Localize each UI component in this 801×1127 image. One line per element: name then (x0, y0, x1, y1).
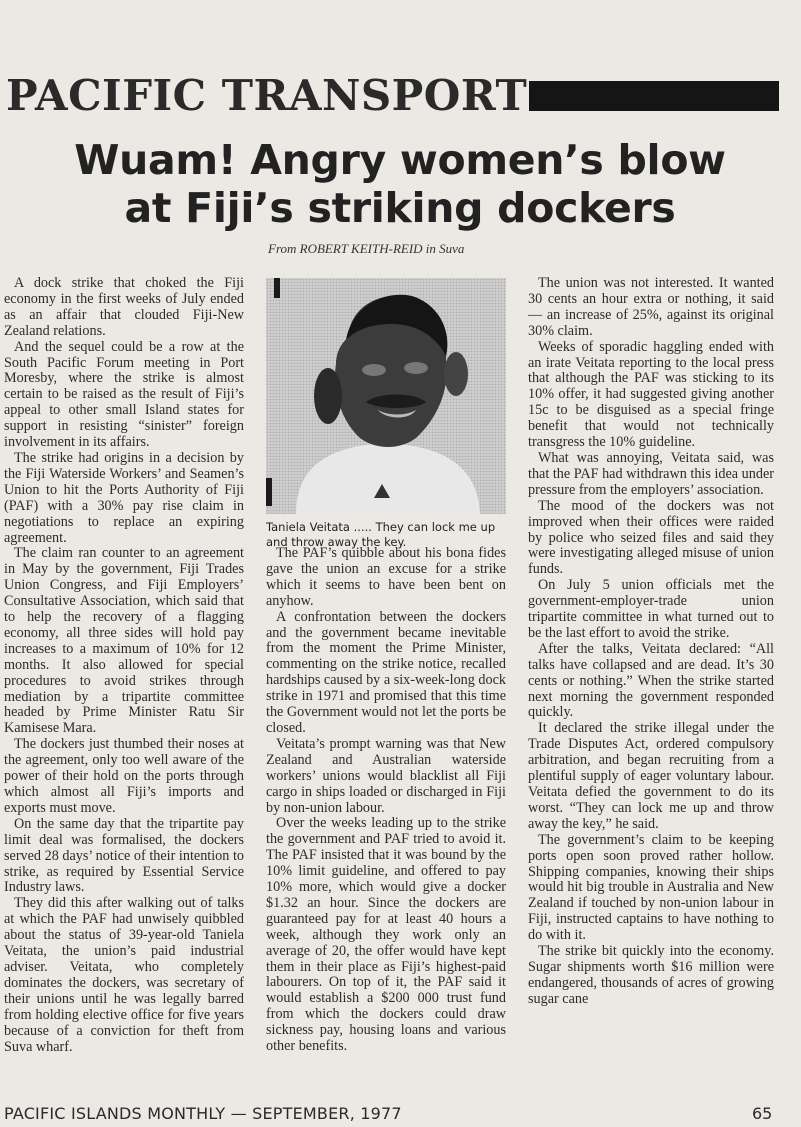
article-column-3 (528, 276, 774, 1008)
section-rule-bar (529, 81, 779, 111)
paragraph: It declared the strike illegal under the Trade Disputes Act, ordered compulsory arbitration, and began recruiting from a plentiful supply of eager voluntary labour. Veitata defied the government to do its worst. “They can lock me up and throw away the key,” he said. (528, 720, 774, 832)
paragraph: A dock strike that choked the Fiji economy in the first weeks of July ended as an affair that clouded Fiji-New Zealand relations. (4, 275, 244, 339)
paragraph: The claim ran counter to an agreement in May by the government, Fiji Trades Union Congress, and Fiji Employers’ Consultative Association, which said that to help the recovery of a flagging economy, all three sides will hold pay increases to a maximum of 10% for 12 months. It also allowed for special procedures to avoid strikes through mediation by a tripartite committee headed by Prime Minister Ratu Sir Kamisese Mara. (4, 545, 244, 737)
paragraph: A confrontation between the dockers and the government became inevitable from the moment the Prime Minister, commenting on the strike notice, recalled hardships caused by a six-week-long dock strike in 1971 and promised that this time the Government would not let the ports be closed. (266, 608, 506, 736)
paragraph: On the same day that the tripartite pay limit deal was formalised, the dockers served 28 days’ notice of their intention to strike, as required by Essential Service Industry laws. (4, 815, 244, 896)
paragraph: The dockers just thumbed their noses at the agreement, only too well aware of the power of their hold on the ports through which almost all Fiji’s imports and exports must move. (4, 736, 244, 816)
paragraph: After the talks, Veitata declared: “All talks have collapsed and are dead. It’s 30 cents or nothing.” When the strike started next morning the government responded quickly. (528, 640, 774, 721)
page-number: 65 (752, 1104, 773, 1123)
paragraph: The PAF’s quibble about his bona fides gave the union an excuse for a strike which it seems to have been bent on anyhow. (266, 545, 506, 609)
paragraph: Weeks of sporadic haggling ended with an irate Veitata reporting to the local press that although the PAF was sticking to its 10% offer, it had suggested giving another 15c to be disguised as a special fringe benefit that would not technically transgress the 10% guideline. (528, 338, 774, 451)
headline-line-1: Wuam! Angry women’s blow (74, 136, 726, 184)
paragraph: The strike had origins in a decision by the Fiji Waterside Workers’ and Seamen’s Union to hit the Ports Authority of Fiji (PAF) with a 30% pay rise claim in negotiations to replace an expiring agreement. (4, 449, 244, 546)
paragraph: The union was not interested. It wanted 30 cents an hour extra or nothing, it said — an increase of 25%, against its original 30% claim. (528, 275, 774, 339)
byline: From ROBERT KEITH-REID in Suva (268, 241, 465, 256)
photo-caption: Taniela Veitata ..... They can lock me up and throw away the key. (266, 520, 496, 549)
section-header (6, 70, 776, 122)
portrait-image (266, 278, 506, 514)
paragraph: The strike bit quickly into the economy. Sugar shipments worth $16 million were endangered, thousands of acres of growing sugar cane (528, 943, 774, 1007)
paragraph: And the sequel could be a row at the South Pacific Forum meeting in Port Moresby, where the strike is almost certain to be raised as the result of Fiji’s appeal to other small Island states for support in resisting “sinister” foreign involvement in its affairs. (4, 338, 244, 451)
paragraph: They did this after walking out of talks at which the PAF had unwisely quibbled about the status of 39-year-old Taniela Veitata, the union’s paid industrial adviser. Veitata, who completely dominates the dockers, was secretary of their unions until he was legally barred from holding elective office for five years because of a conviction for theft from Suva wharf. (4, 895, 244, 1055)
paragraph: The government’s claim to be keeping ports open soon proved rather hollow. Shipping companies, knowing their ships would hit big trouble in Australia and New Zealand if touched by non-union labour in Fiji, instructed captains to have nothing to do with it. (528, 831, 774, 944)
footer-publication: PACIFIC ISLANDS MONTHLY — SEPTEMBER, 1977 (4, 1104, 402, 1123)
article-headline (40, 136, 760, 232)
article-column-1 (4, 276, 244, 1055)
portrait-photo (266, 278, 506, 514)
headline-line-2: at Fiji’s striking dockers (124, 184, 676, 232)
paragraph: What was annoying, Veitata said, was that the PAF had withdrawn this idea under pressure from the employers’ association. (528, 449, 774, 498)
paragraph: The mood of the dockers was not improved when their offices were raided by police who seized files and said they were investigating alleged misuse of union funds. (528, 497, 774, 578)
paragraph: On July 5 union officials met the government-employer-trade union tripartite committee in what turned out to be the last effort to avoid the strike. (528, 577, 774, 641)
article-column-2 (266, 546, 506, 1055)
paragraph: Over the weeks leading up to the strike the government and PAF tried to avoid it. The PAF insisted that it was bound by the 10% limit guideline, and offered to pay 10% more, which would give a docker $1.32 an hour. Since the dockers are guaranteed pay for at least 40 hours a week, although they work only an average of 20, the offer would have kept them in their place as Fiji’s highest-paid labourers. On top of it, the PAF said it would establish a $200 000 trust fund from which the dockers could draw sickness pay, housing loans and various other benefits. (266, 815, 506, 1055)
section-title: PACIFIC TRANSPORT (6, 71, 528, 120)
paragraph: Veitata’s prompt warning was that New Zealand and Australian waterside workers’ unions would blacklist all Fiji cargo in ships loaded or discharged in Fiji by non-union labour. (266, 735, 506, 816)
